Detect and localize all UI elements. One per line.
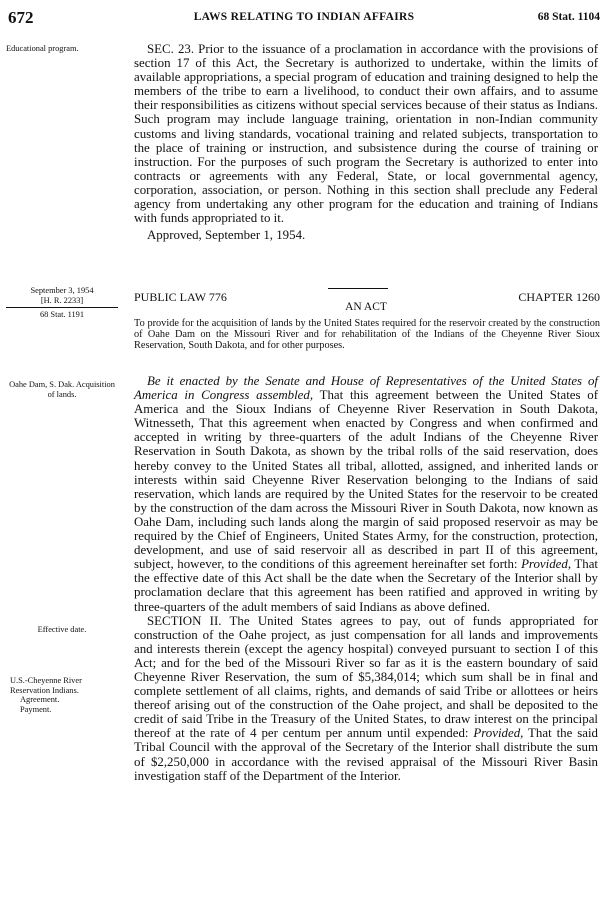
statute-reference: 68 Stat. 1104 bbox=[537, 11, 600, 23]
approval-line: Approved, September 1, 1954. bbox=[147, 228, 306, 243]
act-title: To provide for the acquisition of lands by the United States required for the reservoir created by the construction of Oahe Dam on the Missouri River and for rehabilitation of the Indians of the Cheyenne River Sioux Reservation, South Dakota, and for other purposes. bbox=[134, 318, 600, 352]
section-2-text-2: That the said Tribal Council with the approval of the Secretary of the Interior shall distribute the sum of $2,250,000 in accordance with the revised appraisal of the Missouri River Basin investigation staff of the Department of the Interior. bbox=[134, 726, 598, 783]
margin-date: September 3, 1954 bbox=[30, 286, 94, 295]
margin-bill: [H. R. 2233] bbox=[40, 295, 84, 305]
enacting-clause bbox=[134, 374, 598, 783]
provided-italic-1: Provided, bbox=[521, 557, 572, 572]
provided-italic-2: Provided, bbox=[473, 726, 524, 741]
public-law-number: PUBLIC LAW 776 bbox=[134, 290, 227, 304]
section-23-text: SEC. 23. Prior to the issuance of a proclamation in accordance with the provisions of section 17 of this Act, the Secretary is authorized to undertake, within the limits of available appropriations, a special program of education and training designed to help the members of the tribe to earn a livelihood, to conduct their own affairs, and to assume their responsibilities as citizens without special services because of their status as Indians. Such program may include language training, orientation in non-Indian community customs and living standards, vocational training and related subjects, transportation to the place of training or instruction, and subsistence during the course of training or instruction. For the purposes of such program the Secretary is authorized to enter into contracts or agreements with any Federal, State, or local governmental agency, corporation, association, or person. Nothing in this section shall preclude any Federal agency from undertaking any other program for the education and training of Indians with funds appropriated to it. bbox=[134, 42, 598, 226]
margin-cheyenne-line-1: U.S.-Cheyenne River bbox=[10, 676, 82, 685]
margin-note-cheyenne bbox=[10, 676, 122, 714]
section-2-text-1: SECTION II. The United States agrees to pay, out of funds appropriated for construction of the Oahe project, as just compensation for all lands and improvements and interests therein (except the agency hospital) conveyed pursuant to section I of this Act; and for the bed of the Missouri River so far as it is the eastern boundary of said Cheyenne River Reservation, the sum of $5,384,014; which sum shall be in final and complete settlement of all claims, rights, and demands of said Tribe or allottees or heirs thereof arising out of the construction of the Oahe project, and shall be deposited to the credit of said Tribe in the Treasury of the United States, to draw interest on the principal thereof at the rate of 4 per centum per annum until expended: bbox=[134, 613, 598, 741]
margin-divider bbox=[6, 307, 118, 308]
margin-note-effective-date: Effective date. bbox=[37, 625, 87, 634]
divider-rule bbox=[328, 288, 388, 289]
margin-stat: 68 Stat. 1191 bbox=[39, 310, 85, 319]
margin-note-bill-info bbox=[6, 286, 118, 320]
margin-note-educational-program: Educational program. bbox=[6, 44, 79, 53]
margin-cheyenne-line-2: Reservation Indians. bbox=[10, 685, 79, 695]
running-header bbox=[8, 8, 600, 30]
enacting-paragraph bbox=[134, 374, 598, 614]
section-23 bbox=[134, 42, 598, 242]
margin-cheyenne-line-4: Payment. bbox=[20, 704, 52, 714]
enacting-formula: Be it enacted by the Senate and House of Representatives of the United States of America in Congress assembled, bbox=[134, 374, 598, 403]
enacting-text-2: That the effective date of this Act shall be the date when the Secretary of the Interior shall by proclamation declare that this agreement has been ratified and approved in writing by three-quarters of the adult members of said Indians as above defined. bbox=[134, 557, 598, 614]
margin-cheyenne-line-3: Agreement. bbox=[20, 695, 60, 704]
margin-note-oahe: Oahe Dam, S. Dak. Acquisition of lands. bbox=[9, 380, 115, 399]
enacting-text-1: That this agreement between the United States of America and the Sioux Indians of Cheyenne River Reservation in South Dakota, Witnesseth, That this agreement when enacted by Congress and when confirmed and accepted in writing by three-quarters of the adult Indians of the Cheyenne River Reservation in South Dakota, as shown by the tribal rolls of the said reservation, does hereby convey to the United States all tribal, allotted, assigned, and inherited lands or interests within said Cheyenne River Reservation belonging to the Indians of said reservation, which lands are required by the United States for the reservoir to be created by the construction of the dam across the Missouri River in South Dakota, now known as Oahe Dam, including such lands along the margin of said proposed reservoir as may be required by the Chief of Engineers, United States Army, for the construction, protection, development, and use of said reservoir all as described in part II of this agreement, subject, however, to the conditions of this agreement hereinafter set forth: bbox=[134, 388, 598, 572]
page-number: 672 bbox=[8, 8, 34, 27]
an-act-heading: AN ACT bbox=[345, 301, 387, 313]
running-title: LAWS RELATING TO INDIAN AFFAIRS bbox=[193, 11, 415, 23]
chapter-number: CHAPTER 1260 bbox=[518, 290, 600, 304]
section-2-paragraph bbox=[134, 614, 598, 783]
